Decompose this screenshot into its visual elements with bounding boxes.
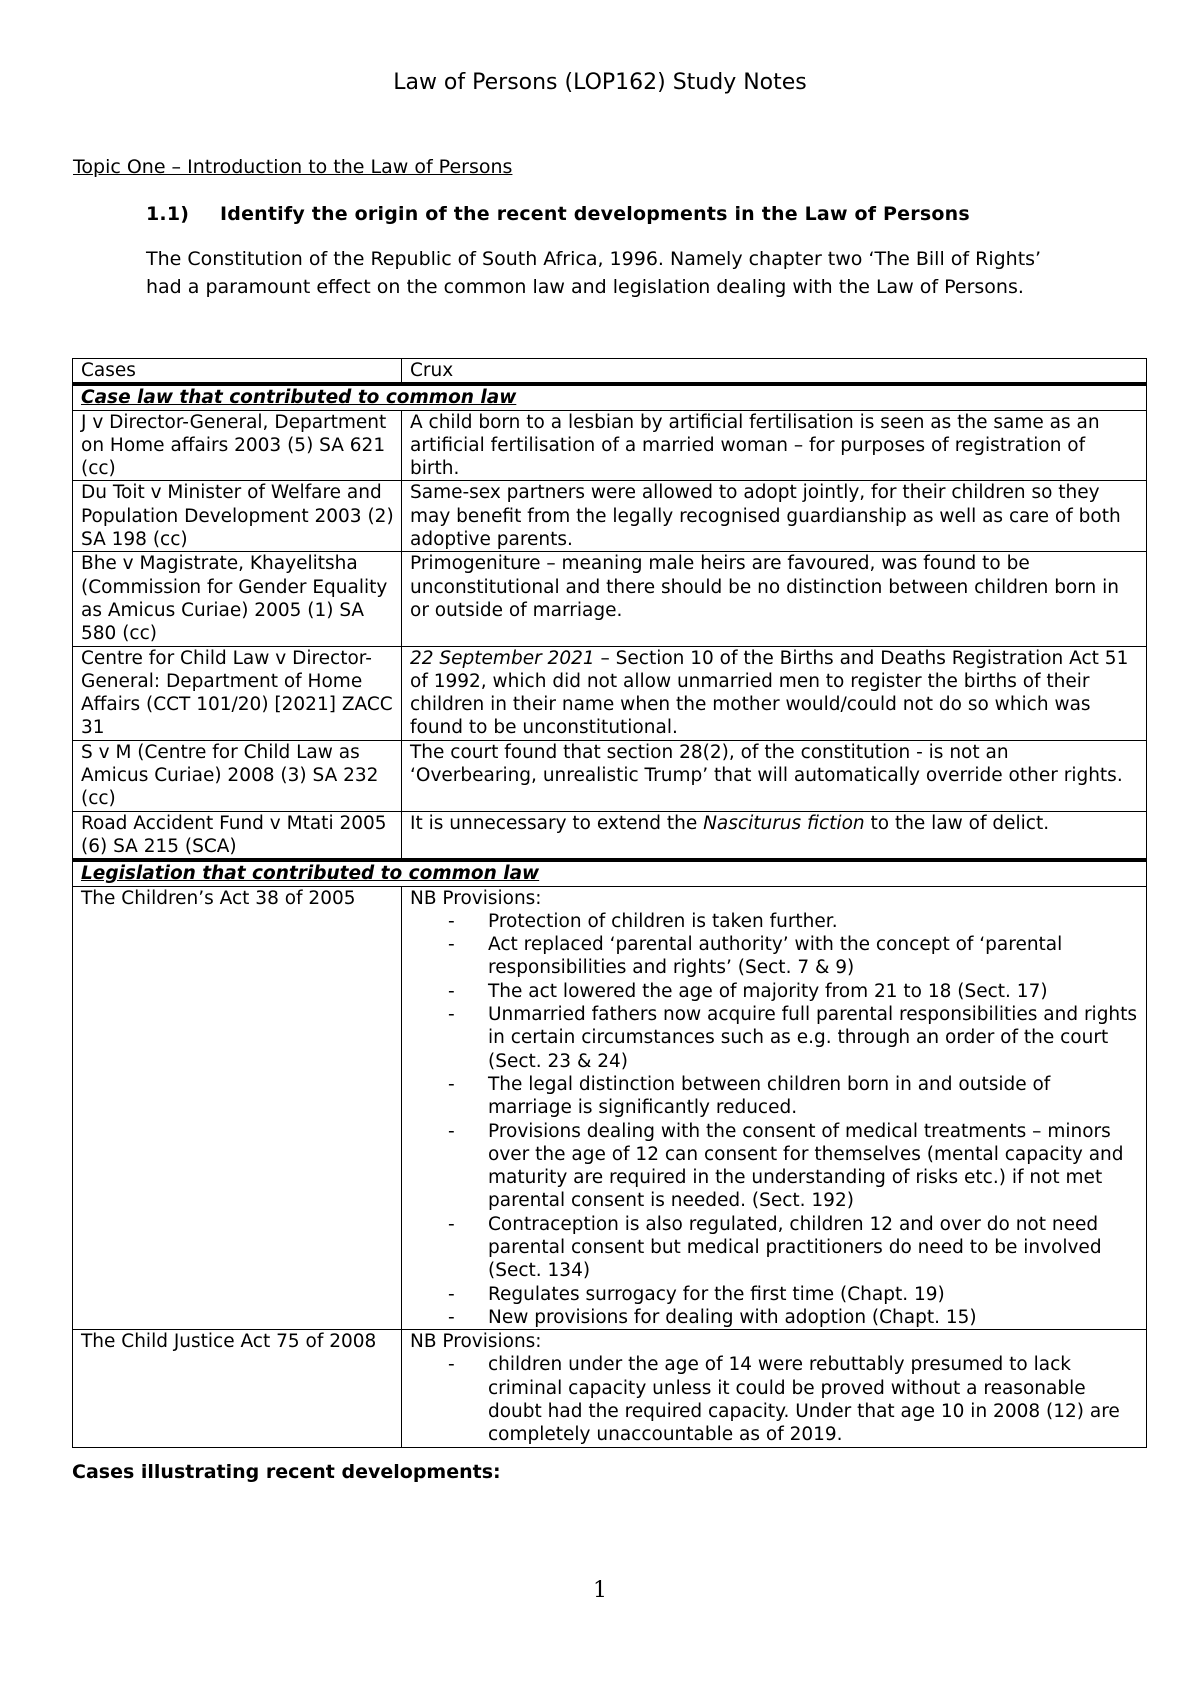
list-item: - Regulates surrogacy for the first time (Chapt. 19)	[410, 1283, 1140, 1306]
table-row	[73, 1330, 1147, 1447]
section-case-law-label: Case law that contributed to common law	[73, 384, 1147, 410]
case-name: Centre for Child Law v Director-General: Department of Home Affairs (CCT 101/20) [2021] ZACC 31	[73, 646, 402, 740]
section-row-case-law	[73, 384, 1147, 410]
intro-line: The Constitution of the Republic of South Africa, 1996. Namely chapter two ‘The Bill of Rights’	[146, 248, 1042, 270]
header-cases: Cases	[73, 359, 402, 385]
section-legislation-label: Legislation that contributed to common law	[73, 860, 1147, 886]
case-name: J v Director-General, Department on Home affairs 2003 (5) SA 621 (cc)	[73, 410, 402, 481]
case-crux: Primogeniture – meaning male heirs are favoured, was found to be unconstitutional and there should be no distinction between children born in or outside of marriage.	[402, 552, 1147, 646]
case-name: S v M (Centre for Child Law as Amicus Curiae) 2008 (3) SA 232 (cc)	[73, 740, 402, 811]
section-number: 1.1)	[146, 203, 190, 225]
section-heading-text: Identify the origin of the recent developments in the Law of Persons	[220, 203, 970, 225]
legislation-name: The Children’s Act 38 of 2005	[73, 886, 402, 1330]
legislation-name: The Child Justice Act 75 of 2008	[73, 1330, 402, 1447]
case-name: Bhe v Magistrate, Khayelitsha (Commission for Gender Equality as Amicus Curiae) 2005 (1) SA 580 (cc)	[73, 552, 402, 646]
table-row	[73, 481, 1147, 552]
case-crux: A child born to a lesbian by artificial fertilisation is seen as the same as an artificial fertilisation of a married woman – for purposes of registration of birth.	[402, 410, 1147, 481]
topic-heading: Topic One – Introduction to the Law of Persons	[73, 156, 513, 178]
table-row	[73, 410, 1147, 481]
case-name: Du Toit v Minister of Welfare and Population Development 2003 (2) SA 198 (cc)	[73, 481, 402, 552]
cases-table	[72, 358, 1147, 1448]
list-item: - The legal distinction between children born in and outside of marriage is significantly reduced.	[410, 1073, 1140, 1120]
list-item: - Protection of children is taken further.	[410, 910, 1140, 933]
list-item: - The act lowered the age of majority from 21 to 18 (Sect. 17)	[410, 980, 1140, 1003]
section-heading	[146, 203, 970, 225]
table-row	[73, 646, 1147, 740]
table-row	[73, 552, 1147, 646]
list-item: - New provisions for dealing with adoption (Chapt. 15)	[410, 1306, 1140, 1329]
case-crux	[402, 811, 1147, 860]
case-crux: Same-sex partners were allowed to adopt jointly, for their children so they may benefit from the legally recognised guardianship as well as care of both adoptive parents.	[402, 481, 1147, 552]
intro-paragraph	[146, 245, 1146, 301]
intro-line: had a paramount effect on the common law and legislation dealing with the Law of Persons.	[146, 276, 1024, 298]
table-row	[73, 811, 1147, 860]
header-crux: Crux	[402, 359, 1147, 385]
crux-text: It is unnecessary to extend the	[410, 812, 704, 834]
cases-illustrating-heading: Cases illustrating recent developments:	[72, 1461, 501, 1483]
provisions-intro: NB Provisions:	[410, 887, 542, 909]
case-name: Road Accident Fund v Mtati 2005 (6) SA 215 (SCA)	[73, 811, 402, 860]
crux-date: 22 September 2021	[410, 647, 595, 669]
list-item: - Provisions dealing with the consent of medical treatments – minors over the age of 12 can consent for themselves (mental capacity and maturity are required in the understanding of risks etc.) if not met parental consent is needed. (Sect. 192)	[410, 1120, 1140, 1213]
table-row	[73, 886, 1147, 1330]
legislation-provisions	[402, 886, 1147, 1330]
section-row-legislation	[73, 860, 1147, 886]
provisions-list	[410, 1353, 1140, 1446]
provisions-intro: NB Provisions:	[410, 1331, 542, 1353]
case-crux: The court found that section 28(2), of the constitution - is not an ‘Overbearing, unrealistic Trump’ that will automatically override other rights.	[402, 740, 1147, 811]
list-item: - Act replaced ‘parental authority’ with the concept of ‘parental responsibilities and rights’ (Sect. 7 & 9)	[410, 933, 1140, 980]
table-row	[73, 740, 1147, 811]
legislation-provisions	[402, 1330, 1147, 1447]
table-header-row	[73, 359, 1147, 385]
crux-italic-term: Nasciturus fiction	[703, 812, 865, 834]
crux-text: – Section 10 of the Births and Deaths Registration Act 51 of 1992, which did not allow unmarried men to register the births of their children in their name when the mother would/could not do so which was found to be unconstitutional.	[410, 647, 1129, 739]
provisions-list	[410, 910, 1140, 1329]
case-crux	[402, 646, 1147, 740]
list-item: - Contraception is also regulated, children 12 and over do not need parental consent but medical practitioners do need to be involved (Sect. 134)	[410, 1213, 1140, 1283]
list-item: - Unmarried fathers now acquire full parental responsibilities and rights in certain circumstances such as e.g. through an order of the court (Sect. 23 & 24)	[410, 1003, 1140, 1073]
document-title: Law of Persons (LOP162) Study Notes	[393, 70, 807, 95]
list-item: - children under the age of 14 were rebuttably presumed to lack criminal capacity unless it could be proved without a reasonable doubt had the required capacity. Under that age 10 in 2008 (12) are completely unaccountable as of 2019.	[410, 1353, 1140, 1446]
page-number: 1	[593, 1578, 607, 1603]
crux-text: to the law of delict.	[864, 812, 1050, 834]
